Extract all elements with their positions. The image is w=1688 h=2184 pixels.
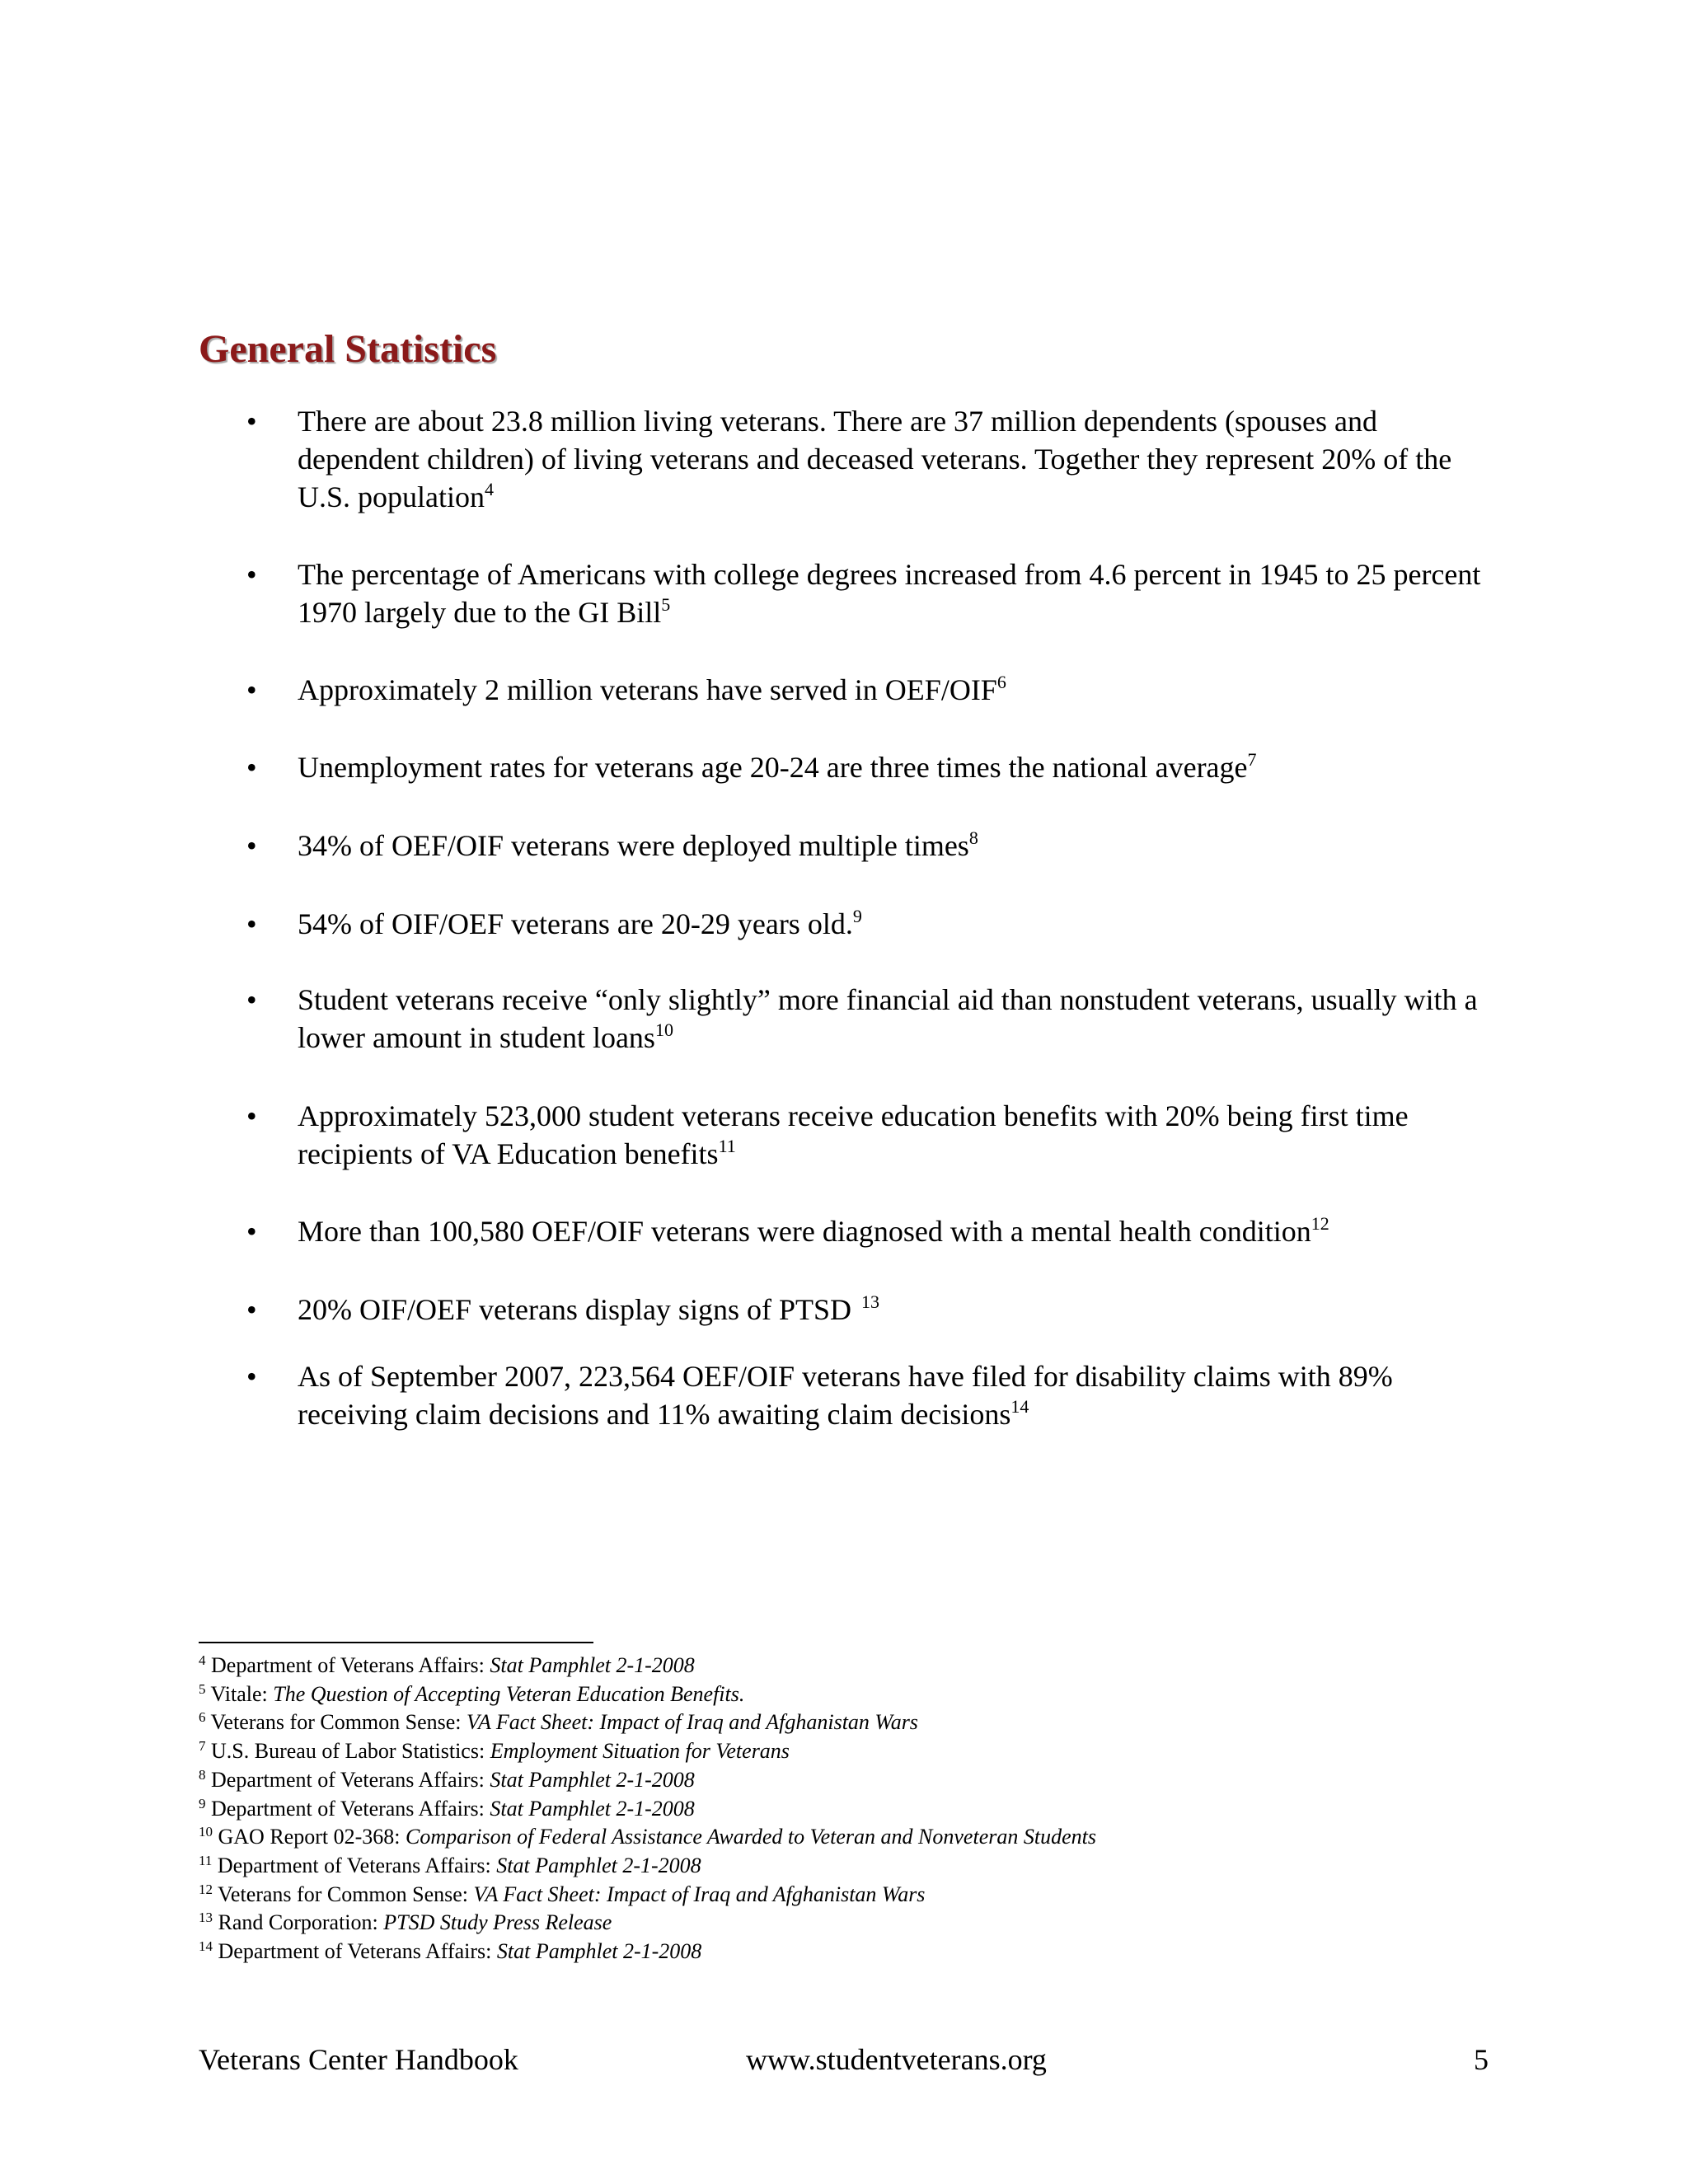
footnote-title: Stat Pamphlet 2-1-2008 bbox=[490, 1653, 695, 1677]
footnote-source: Veterans for Common Sense: bbox=[218, 1882, 474, 1906]
footnote bbox=[199, 1680, 1484, 1709]
bullet-text: 34% of OEF/OIF veterans were deployed multiple times bbox=[298, 829, 969, 862]
footnote-source: Rand Corporation: bbox=[218, 1910, 384, 1935]
footnote-ref[interactable]: 7 bbox=[1247, 749, 1257, 770]
footnote bbox=[199, 1881, 1484, 1910]
footnote-number: 5 bbox=[199, 1680, 206, 1697]
bullet-icon: • bbox=[246, 558, 257, 591]
footnote bbox=[199, 1909, 1484, 1938]
footnote-number: 13 bbox=[199, 1910, 213, 1926]
footnote-ref[interactable]: 12 bbox=[1311, 1213, 1329, 1234]
footnote-number: 11 bbox=[199, 1852, 213, 1868]
footnote-number: 7 bbox=[199, 1738, 206, 1755]
bullet-icon: • bbox=[246, 405, 257, 438]
footnote bbox=[199, 1652, 1484, 1680]
bullet-icon: • bbox=[246, 983, 257, 1016]
footnote bbox=[199, 1938, 1484, 1966]
footnote-ref[interactable]: 9 bbox=[852, 906, 862, 926]
footnote-source: Department of Veterans Affairs: bbox=[217, 1853, 497, 1877]
footnote-source: Veterans for Common Sense: bbox=[210, 1710, 467, 1735]
bullet-icon: • bbox=[246, 751, 257, 784]
footnote-ref[interactable]: 10 bbox=[654, 1019, 673, 1040]
bullet-text: More than 100,580 OEF/OIF veterans were diagnosed with a mental health condition bbox=[298, 1215, 1311, 1248]
footnote-ref[interactable]: 4 bbox=[485, 479, 495, 499]
footnote-number: 4 bbox=[199, 1652, 206, 1668]
footnote-title: VA Fact Sheet: Impact of Iraq and Afghanistan Wars bbox=[473, 1882, 926, 1906]
footnote-title: Stat Pamphlet 2-1-2008 bbox=[490, 1796, 695, 1821]
footnote-ref[interactable]: 8 bbox=[968, 827, 978, 848]
page-number: 5 bbox=[1474, 2043, 1489, 2076]
footnote bbox=[199, 1823, 1484, 1852]
footnote-source: U.S. Bureau of Labor Statistics: bbox=[211, 1739, 490, 1764]
footnote-source: Department of Veterans Affairs: bbox=[211, 1796, 490, 1821]
bullet-text: The percentage of Americans with college degrees increased from 4.6 percent in 1945 to 25 percent 1970 largely due to the GI Bill bbox=[298, 558, 1481, 629]
bullet-text: 20% OIF/OEF veterans display signs of PTSD bbox=[298, 1293, 851, 1326]
bullet-text: There are about 23.8 million living veterans. There are 37 million dependents (spouses and dependent children) of living veterans and deceased veterans. Together they represent 20% of the U.S. population bbox=[298, 405, 1452, 513]
footnote-source: GAO Report 02-368: bbox=[218, 1825, 406, 1849]
footnote-ref[interactable]: 14 bbox=[1010, 1396, 1029, 1417]
footnote-ref[interactable]: 13 bbox=[860, 1291, 879, 1312]
bullet-icon: • bbox=[246, 1360, 257, 1393]
bullet-icon: • bbox=[246, 673, 257, 706]
section-heading: General Statistics bbox=[199, 327, 497, 371]
bullet-text: Unemployment rates for veterans age 20-24 are three times the national average bbox=[298, 751, 1248, 784]
footnotes bbox=[199, 1652, 1484, 1966]
bullet-icon: • bbox=[246, 907, 257, 940]
footnote bbox=[199, 1708, 1484, 1737]
footnote-ref[interactable]: 11 bbox=[718, 1136, 736, 1156]
bullet-text: Approximately 2 million veterans have served in OEF/OIF bbox=[298, 673, 997, 706]
bullet-icon: • bbox=[246, 1293, 257, 1326]
footnote-number: 8 bbox=[199, 1766, 206, 1783]
footnote-number: 14 bbox=[199, 1938, 213, 1955]
bullet-text: Student veterans receive “only slightly” more financial aid than nonstudent veterans, usually with a lower amount in student loans bbox=[298, 983, 1478, 1054]
footnote-title: Comparison of Federal Assistance Awarded to Veteran and Nonveteran Students bbox=[405, 1825, 1096, 1849]
footnote-source: Department of Veterans Affairs: bbox=[211, 1653, 490, 1677]
footnote-number: 6 bbox=[199, 1709, 206, 1726]
footnote-source: Vitale: bbox=[210, 1681, 274, 1706]
bullet-icon: • bbox=[246, 1099, 257, 1132]
footer-title: Veterans Center Handbook bbox=[199, 2043, 518, 2076]
footnote bbox=[199, 1737, 1484, 1766]
footnote-source: Department of Veterans Affairs: bbox=[211, 1767, 490, 1792]
footnote-title: PTSD Study Press Release bbox=[383, 1910, 612, 1935]
footnote-ref[interactable]: 6 bbox=[996, 672, 1006, 692]
footnote-number: 9 bbox=[199, 1795, 206, 1811]
footnote bbox=[199, 1795, 1484, 1824]
footnote-ref[interactable]: 5 bbox=[661, 594, 671, 615]
bullet-text: 54% of OIF/OEF veterans are 20-29 years old. bbox=[298, 907, 853, 940]
bullet-text: Approximately 523,000 student veterans receive education benefits with 20% being first time recipients of VA Education benefits bbox=[298, 1099, 1409, 1170]
bullet-icon: • bbox=[246, 829, 257, 862]
footnote-divider bbox=[199, 1642, 593, 1643]
footnote-title: The Question of Accepting Veteran Education Benefits. bbox=[273, 1681, 745, 1706]
footer-url[interactable]: www.studentveterans.org bbox=[746, 2043, 1047, 2076]
footnote-number: 10 bbox=[199, 1824, 213, 1840]
footnote-title: Employment Situation for Veterans bbox=[490, 1739, 790, 1764]
bullet-icon: • bbox=[246, 1215, 257, 1248]
footnote bbox=[199, 1766, 1484, 1795]
footnote-title: Stat Pamphlet 2-1-2008 bbox=[496, 1853, 701, 1877]
footnote-title: Stat Pamphlet 2-1-2008 bbox=[490, 1767, 695, 1792]
footnote-title: VA Fact Sheet: Impact of Iraq and Afghanistan Wars bbox=[467, 1710, 918, 1735]
bullet-text: As of September 2007, 223,564 OEF/OIF veterans have filed for disability claims with 89% receiving claim decisions and 11% awaiting claim decisions bbox=[298, 1360, 1393, 1431]
footnote bbox=[199, 1852, 1484, 1881]
footnote-title: Stat Pamphlet 2-1-2008 bbox=[496, 1939, 702, 1964]
footnote-number: 12 bbox=[199, 1881, 213, 1897]
footnote-source: Department of Veterans Affairs: bbox=[218, 1939, 497, 1964]
